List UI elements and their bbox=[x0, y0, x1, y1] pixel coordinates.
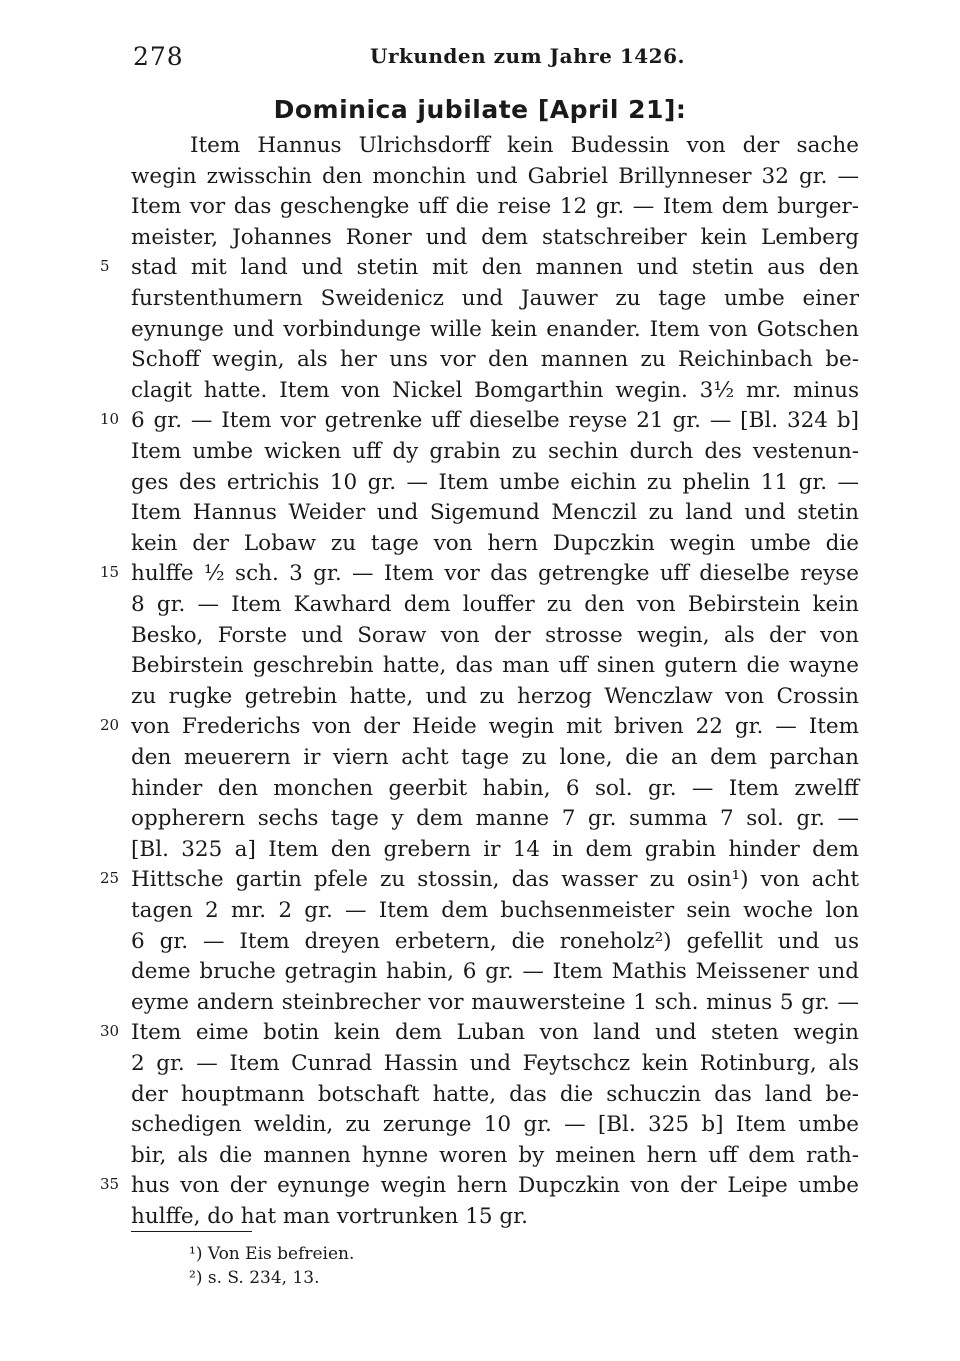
page-number: 278 bbox=[133, 42, 184, 71]
text-line: oppherern sechs tage y dem manne 7 gr. summa 7 sol. gr. — bbox=[131, 806, 859, 832]
text-line: ges des ertrichis 10 gr. — Item umbe eichin zu phelin 11 gr. — bbox=[131, 469, 859, 495]
margin-line-number: 10 bbox=[100, 410, 120, 429]
text-line: meister, Johannes Roner und dem statschreiber kein Lemberg bbox=[131, 224, 859, 250]
text-line: Item vor das geschengke uff die reise 12 gr. — Item dem burger- bbox=[131, 194, 859, 220]
text-line: 6 gr. — Item dreyen erbetern, die roneholz²) gefellit und us bbox=[131, 928, 859, 954]
margin-line-number: 15 bbox=[100, 563, 120, 582]
text-line: hus von der eynunge wegin hern Dupczkin von der Leipe umbe bbox=[131, 1173, 859, 1199]
footnote-rule bbox=[131, 1231, 252, 1232]
text-line: [Bl. 325 a] Item den grebern ir 14 in dem grabin hinder dem bbox=[131, 836, 859, 862]
text-line: clagit hatte. Item von Nickel Bomgarthin wegin. 3½ mr. minus bbox=[131, 377, 859, 403]
text-line: stad mit land und stetin mit den mannen und stetin aus den bbox=[131, 255, 859, 281]
text-line: zu rugke getrebin hatte, und zu herzog Wenczlaw von Crossin bbox=[131, 683, 859, 709]
text-line: Hittsche gartin pfele zu stossin, das wasser zu osin¹) von acht bbox=[131, 867, 859, 893]
text-line: bir, als die mannen hynne woren by meinen hern uff dem rath- bbox=[131, 1142, 859, 1168]
margin-line-number: 5 bbox=[100, 257, 110, 276]
running-head: Urkunden zum Jahre 1426. bbox=[370, 44, 685, 68]
text-line: Item eime botin kein dem Luban von land und steten wegin bbox=[131, 1020, 859, 1046]
text-line: hulffe, do hat man vortrunken 15 gr. bbox=[131, 1204, 528, 1229]
text-line: 2 gr. — Item Cunrad Hassin und Feytschcz kein Rotinburg, als bbox=[131, 1051, 859, 1076]
text-line: furstenthumern Sweidenicz und Jauwer zu tage umbe einer bbox=[131, 286, 859, 311]
text-line: kein der Lobaw zu tage von hern Dupczkin wegin umbe die bbox=[131, 530, 859, 556]
text-line: tagen 2 mr. 2 gr. — Item dem buchsenmeister sein woche lon bbox=[131, 898, 859, 923]
text-line: Bebirstein geschrebin hatte, das man uff sinen gutern die wayne bbox=[131, 653, 859, 679]
text-line: der houptmann botschaft hatte, das die schuczin das land be- bbox=[131, 1081, 859, 1107]
footnote-2: ²) s. S. 234, 13. bbox=[189, 1268, 320, 1288]
text-line: Besko, Forste und Soraw von der strosse wegin, als der von bbox=[131, 622, 859, 648]
margin-line-number: 35 bbox=[100, 1175, 120, 1194]
text-line: 8 gr. — Item Kawhard dem louffer zu den von Bebirstein kein bbox=[131, 592, 859, 617]
text-line: hulffe ½ sch. 3 gr. — Item vor das getrengke uff dieselbe reyse bbox=[131, 561, 859, 587]
margin-line-number: 25 bbox=[100, 869, 120, 888]
text-line: von Frederichs von der Heide wegin mit briven 22 gr. — Item bbox=[131, 714, 859, 740]
text-line: Item Hannus Weider und Sigemund Menczil zu land und stetin bbox=[131, 500, 859, 526]
footnote-1: ¹) Von Eis befreien. bbox=[189, 1244, 355, 1264]
text-line: wegin zwisschin den monchin und Gabriel Brillynneser 32 gr. — bbox=[131, 163, 859, 189]
text-line: eynunge und vorbindunge wille kein enander. Item von Gotschen bbox=[131, 316, 859, 342]
text-line: 6 gr. — Item vor getrenke uff dieselbe reyse 21 gr. — [Bl. 324 b] bbox=[131, 408, 859, 434]
text-line: Item umbe wicken uff dy grabin zu sechin durch des vestenun- bbox=[131, 439, 859, 464]
margin-line-number: 30 bbox=[100, 1022, 120, 1041]
text-line: Item Hannus Ulrichsdorff kein Budessin von der sache bbox=[190, 133, 859, 158]
text-line: Schoff wegin, als her uns vor den mannen zu Reichinbach be- bbox=[131, 347, 859, 373]
text-line: eyme andern steinbrecher vor mauwersteine 1 sch. minus 5 gr. — bbox=[131, 989, 859, 1015]
text-line: hinder den monchen geerbit habin, 6 sol. gr. — Item zwelff bbox=[131, 775, 859, 801]
section-heading: Dominica jubilate [April 21]: bbox=[273, 95, 687, 124]
text-line: den meuerern ir viern acht tage zu lone, die an dem parchan bbox=[131, 745, 859, 770]
text-line: deme bruche getragin habin, 6 gr. — Item Mathis Meissener und bbox=[131, 959, 859, 985]
text-line: schedigen weldin, zu zerunge 10 gr. — [Bl. 325 b] Item umbe bbox=[131, 1112, 859, 1138]
margin-line-number: 20 bbox=[100, 716, 120, 735]
